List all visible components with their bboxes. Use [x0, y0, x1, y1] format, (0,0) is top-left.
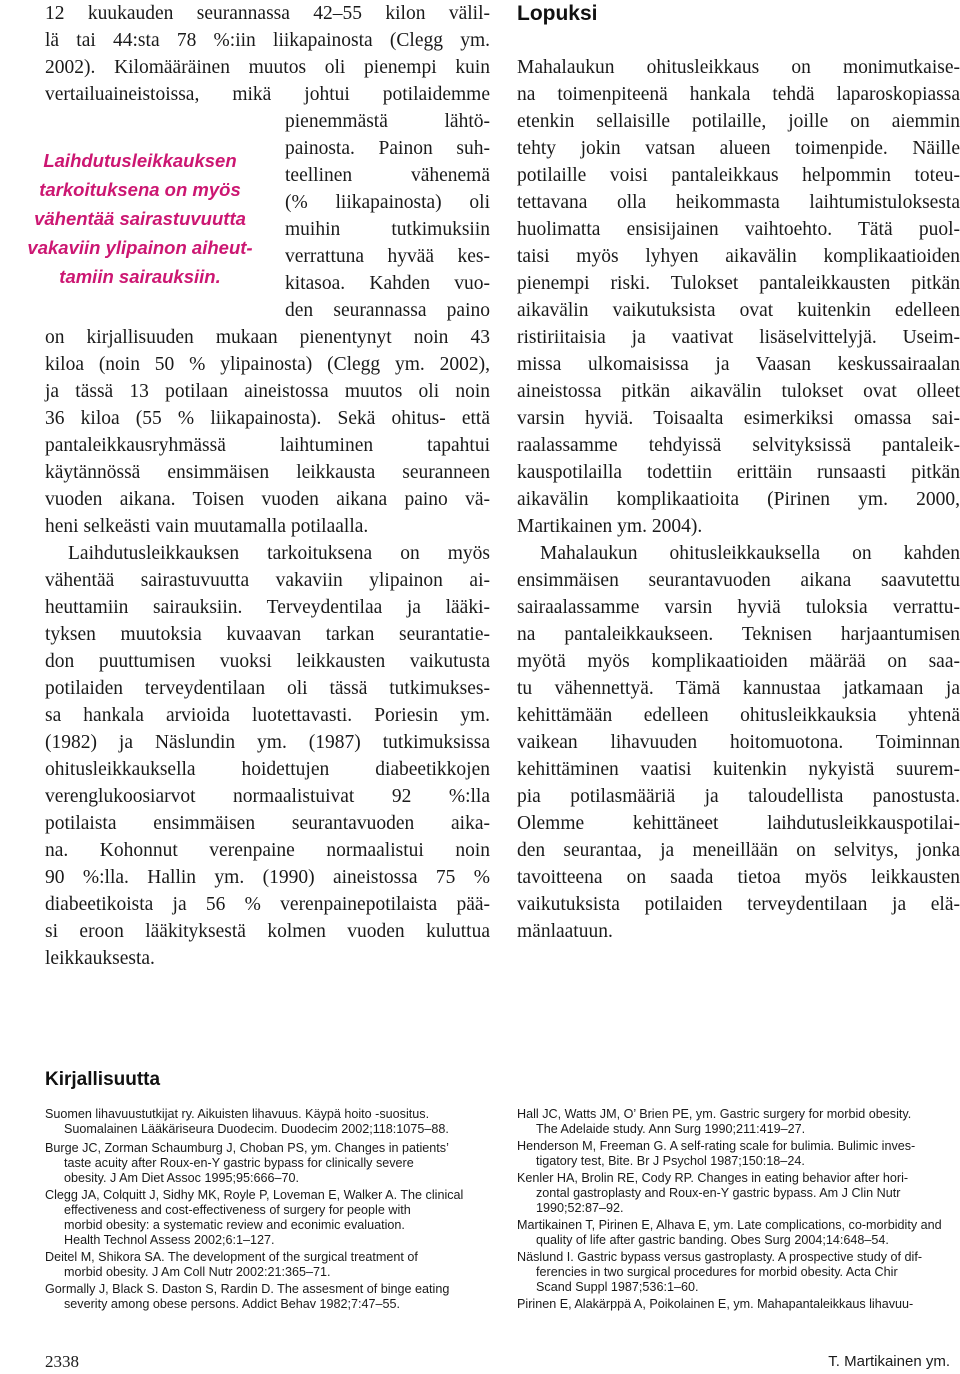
body-line: Mahalaukun ohitusleikkauksella on kahden: [540, 543, 960, 564]
reference-line: Burge JC, Zorman Schaumburg J, Choban PS, ym. Changes in patients’: [45, 1141, 449, 1155]
body-line: ja tässä 13 potilaan aineistossa muutos oli noin: [45, 381, 490, 402]
reference-line: Kenler HA, Brolin RE, Cody RP. Changes in eating behavior after hori-: [517, 1171, 909, 1185]
reference-line: Deitel M, Shikora SA. The development of the surgical treatment of: [45, 1250, 418, 1264]
body-line: potilaista ensimmäisen seurantavuoden aika-: [45, 813, 490, 834]
references-section: [0, 1060, 960, 1310]
reference-line: Näslund I. Gastric bypass versus gastroplasty. A prospective study of dif-: [517, 1250, 923, 1264]
body-line: vaikutuksista potilaiden terveydentilaan ja elä-: [517, 894, 960, 915]
body-line: pia potilasmääriä ja taloudellista panostusta.: [517, 786, 960, 807]
reference-line: Scand Suppl 1987;536:1–60.: [536, 1280, 699, 1294]
reference-line: The Adelaide study. Ann Surg 1990;211:419–27.: [536, 1122, 806, 1136]
body-line: verrattuna hyvää kes-: [285, 246, 490, 267]
right-column: [500, 0, 960, 1000]
pull-quote-line: vähentää sairastuvuutta: [34, 208, 246, 229]
reference-line: Gormally J, Black S. Daston S, Rardin D. The assesment of binge eating: [45, 1282, 450, 1296]
reference-line: Health Technol Assess 2002;6:1–127.: [64, 1233, 275, 1247]
body-line: leikkauksesta.: [45, 948, 155, 969]
body-line: Martikainen ym. 2004).: [517, 516, 703, 537]
reference-line: Clegg JA, Colquitt J, Sidhy MK, Royle P, Loveman E, Walker A. The clinical: [45, 1188, 464, 1202]
body-line: aikavälin komplikaatioita (Pirinen ym. 2000,: [517, 489, 960, 510]
body-line: painosta. Painon suh-: [285, 138, 490, 159]
body-line: missa ulkomaisissa ja Vaasan keskussairaalan: [517, 354, 960, 375]
body-line: na toimenpiteenä hankala tehdä laparoskopiassa: [517, 84, 960, 105]
reference-line: severity among obese persons. Addict Behav 1982;7:47–55.: [64, 1297, 401, 1311]
body-line: don puuttumisen vuoksi leikkausten vaikutusta: [45, 651, 490, 672]
reference-line: zontal gastroplasty and Roux-en-Y gastric bypass. Am J Clin Nutr: [536, 1186, 901, 1200]
body-line: taisi myös lyhyen aikavälin komplikaatioiden: [517, 246, 960, 267]
body-line: teellinen vähenemä: [285, 165, 490, 186]
body-line: sairaalassamme varsin hyviä tuloksia verrattu-: [517, 597, 960, 618]
pull-quote-line: vakaviin ylipainon aiheut-: [27, 237, 253, 258]
body-line: verenglukoosiarvot normaalistuivat 92 %:lla: [45, 786, 490, 807]
body-line: Olemme kehittäneet laihdutusleikkauspotilai-: [517, 813, 960, 834]
pull-quote-line: Laihdutusleikkauksen: [43, 150, 237, 171]
body-line: 2002). Kilomääräinen muutos oli pienempi kuin: [45, 57, 490, 78]
reference-line: morbid obesity. J Am Coll Nutr 2002:21:365–71.: [64, 1265, 331, 1279]
body-line: ohitusleikkauksella hoidettujen diabeetikkojen: [45, 759, 490, 780]
body-line: diabeetikoista ja 56 % verenpainepotilaista pää-: [45, 894, 490, 915]
reference-line: tigatory test, Bite. Br J Psychol 1987;150:18–24.: [536, 1154, 805, 1168]
reference-line: Pirinen E, Alakärppä A, Poikolainen E, ym. Mahapantaleikkaus lihavuu-: [517, 1297, 914, 1311]
body-line: heni selkeästi vain muutamalla potilaalla.: [45, 516, 369, 537]
body-line: aikavälin vaikutuksista ovat kuitenkin edelleen: [517, 300, 960, 321]
body-line: raalassamme tehdyissä selvityksissä pantaleik-: [517, 435, 960, 456]
pull-quote-line: tarkoituksena on myös: [39, 179, 241, 200]
reference-line: Henderson M, Freeman G. A self-rating scale for bulimia. Bulimic inves-: [517, 1139, 916, 1153]
body-line: kehittämään edelleen ohitusleikkauksia yhtenä: [517, 705, 960, 726]
body-line: tavoitteena on saada tietoa myös leikkausten: [517, 867, 960, 888]
left-column: [0, 0, 500, 1000]
reference-line: quality of life after gastric banding. Obes Surg 2004;14:648–54.: [536, 1233, 889, 1247]
body-line: kiloa (noin 50 % ylipainosta) (Clegg ym. 2002),: [45, 354, 490, 375]
reference-line: ferencies in two surgical procedures for morbid obesity. Acta Chir: [536, 1265, 898, 1279]
body-line: käytännössä ensimmäisen leikkausta seuranneen: [45, 462, 490, 483]
body-line: den seurannassa paino: [285, 300, 490, 321]
body-line: pantaleikkausryhmässä laihtuminen tapahtui: [45, 435, 490, 456]
reference-line: Suomen lihavuustutkijat ry. Aikuisten lihavuus. Käypä hoito -suositus.: [45, 1107, 430, 1121]
reference-line: Suomalainen Lääkäriseura Duodecim. Duodecim 2002;118:1075–88.: [64, 1122, 449, 1136]
body-line: kauspotilailla todettiin erittäin runsaasti pitkän: [517, 462, 960, 483]
body-line: tyksen muutoksia kuvaavan tarkan seurantatie-: [45, 624, 490, 645]
body-line: kehittäminen vaatisi kuitenkin nykyistä suurem-: [517, 759, 960, 780]
reference-line: 1990;52:87–92.: [536, 1201, 624, 1215]
body-line: etenkin sellaisille potilaille, joille on aiemmin: [517, 111, 960, 132]
body-line: den seurantaa, ja meneillään on selvitys, jonka: [517, 840, 960, 861]
body-line: sa hankala arvioida luotettavasti. Poriesin ym.: [45, 705, 490, 726]
reference-line: morbid obesity: a systematic review and econimic evaluation.: [64, 1218, 405, 1232]
body-line: 36 kiloa (55 % liikapainosta). Sekä ohitus- että: [45, 408, 490, 429]
body-line: huolimatta ensisijainen vaihtoehto. Tätä puol-: [517, 219, 960, 240]
body-line: aineistossa pitkän aikavälin tulokset ovat olleet: [517, 381, 960, 402]
body-line: tehty jokin vatsan alueen toimenpide. Näille: [517, 138, 960, 159]
body-line: mänlaatuun.: [517, 921, 613, 942]
body-line: 90 %:lla. Hallin ym. (1990) aineistossa 75 %: [45, 867, 490, 888]
body-line: vaikean lihavuuden hoitomuotona. Toiminnan: [517, 732, 960, 753]
body-line: muihin tutkimuksiin: [285, 219, 490, 240]
body-line: (1982) ja Näslundin ym. (1987) tutkimuksissa: [45, 732, 490, 753]
reference-line: taste acuity after Roux-en-Y gastric bypass for clinically severe: [64, 1156, 414, 1170]
body-line: 12 kuukauden seurannassa 42–55 kilon välil-: [45, 3, 490, 24]
running-author: T. Martikainen ym.: [828, 1353, 950, 1370]
body-line: Laihdutusleikkauksen tarkoituksena on myös: [68, 543, 490, 564]
body-line: potilaiden terveydentilaan oli tässä tutkimukses-: [45, 678, 490, 699]
body-line: potilaille voisi pantaleikkaus helpommin toteu-: [517, 165, 960, 186]
reference-line: effectiveness and cost-effectiveness of surgery for people with: [64, 1203, 411, 1217]
body-line: si eroon lääkityksestä kolmen vuoden kuluttua: [45, 921, 490, 942]
body-line: pienempi riski. Tulokset pantaleikkausten pitkän: [517, 273, 960, 294]
body-line: kitasoa. Kahden vuo-: [285, 273, 490, 294]
body-line: lä tai 44:sta 78 %:iin liikapainosta (Clegg ym.: [45, 30, 490, 51]
section-heading: Lopuksi: [517, 2, 598, 25]
body-line: ensimmäisen seurantavuoden aikana saavutettu: [517, 570, 960, 591]
reference-line: Hall JC, Watts JM, O’ Brien PE, ym. Gastric surgery for morbid obesity.: [517, 1107, 912, 1121]
pull-quote-line: tamiin sairauksiin.: [59, 266, 221, 287]
page-number: 2338: [45, 1352, 79, 1371]
body-line: ristiriitaisia ja vaativat lisäselvittelyjä. Useim-: [517, 327, 960, 348]
body-line: (% liikapainosta) oli: [285, 192, 490, 213]
body-line: heuttamiin sairauksiin. Terveydentilaa ja lääki-: [45, 597, 490, 618]
body-line: vuoden aikana. Toisen vuoden aikana paino vä-: [45, 489, 490, 510]
body-line: on kirjallisuuden mukaan pienentynyt noin 43: [45, 327, 490, 348]
body-line: pienemmästä lähtö-: [285, 111, 490, 132]
body-line: tu vähennettyä. Tämä kannustaa jatkamaan ja: [517, 678, 960, 699]
body-line: na pantaleikkaukseen. Teknisen harjaantumisen: [517, 624, 960, 645]
reference-line: obesity. J Am Diet Assoc 1995;95:666–70.: [64, 1171, 299, 1185]
body-line: vähentää sairastuvuutta vakaviin ylipainon ai-: [45, 570, 490, 591]
body-line: Mahalaukun ohitusleikkaus on monimutkaise-: [517, 57, 960, 78]
body-line: vertailuaineistoissa, mikä johtui potilaidemme: [45, 84, 490, 105]
references-heading: Kirjallisuutta: [45, 1069, 161, 1090]
body-line: varsin hyviä. Toisaalta esimerkiksi omassa sai-: [517, 408, 960, 429]
reference-line: Martikainen T, Pirinen E, Alhava E, ym. Late complications, co-morbidity and: [517, 1218, 942, 1232]
body-line: na. Kohonnut verenpaine normaalistui noin: [45, 840, 490, 861]
body-line: myötä myös komplikaatioiden määrää on saa-: [517, 651, 960, 672]
body-line: tettavana olla heikommasta laihtumistuloksesta: [517, 192, 960, 213]
